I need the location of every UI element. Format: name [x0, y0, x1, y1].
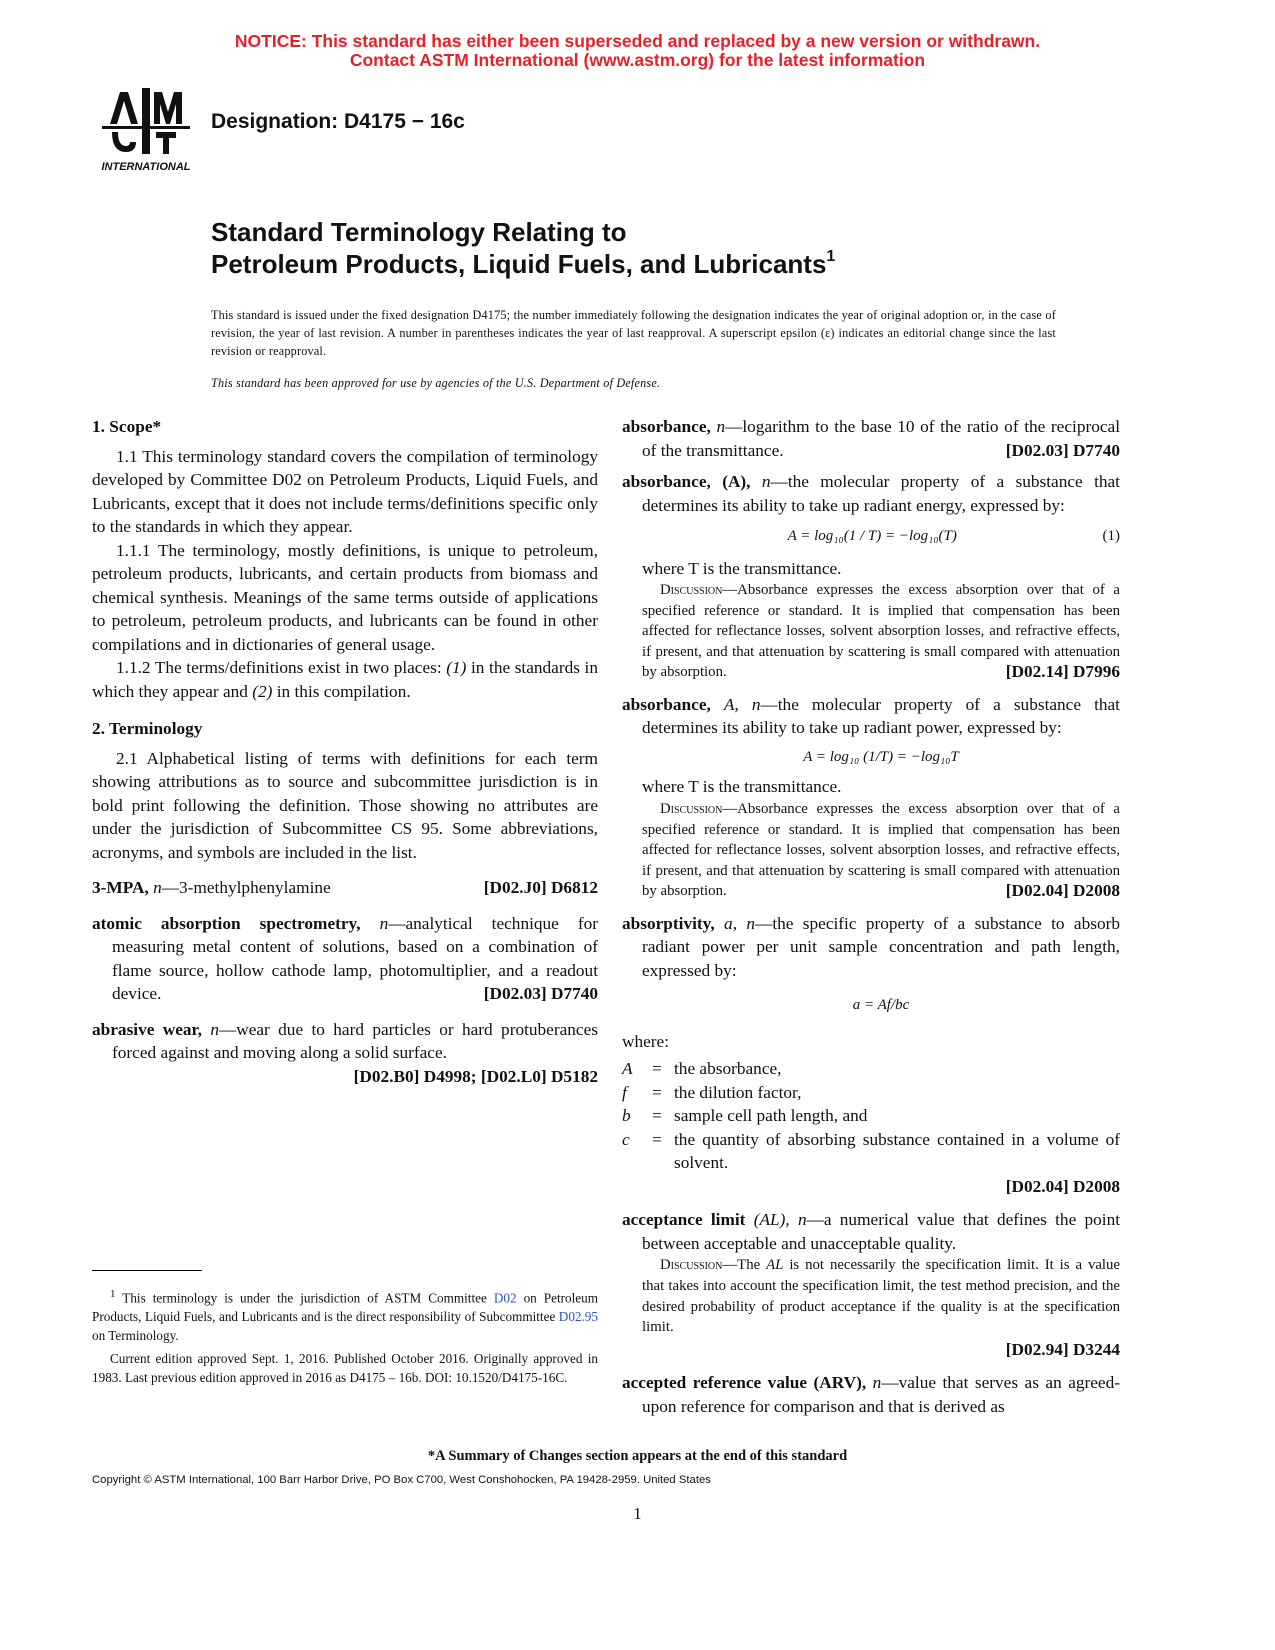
- variable-row: A = the absorbance,: [622, 1059, 782, 1079]
- withdrawal-notice: [0, 32, 1275, 70]
- summary-of-changes-note: *A Summary of Changes section appears at the end of this standard: [427, 1448, 848, 1464]
- scope-heading: 1. Scope*: [92, 417, 162, 436]
- designation: Designation: D4175 − 16c: [211, 110, 465, 133]
- ref-absorbance-3: [D02.04] D2008: [1005, 881, 1120, 901]
- left-column: [92, 415, 598, 1088]
- term-abrasive-wear: abrasive wear, n—wear due to hard particles or hard protuberances forced against and moving along a solid surface.: [92, 1019, 598, 1062]
- equation-2: A = log₁₀ (1/T) = −log₁₀T: [803, 748, 959, 765]
- footnote-1: $^1$ This terminology is under the jurisdiction of ASTM Committee D02 on Petroleum Products, Liquid Fuels, and Lubricants and is the direct responsibility of Subcommittee D02.95 on Terminology.: [92, 1288, 598, 1343]
- variable-row: f = the dilution factor,: [622, 1082, 802, 1102]
- ref-absorbance-1: [D02.03] D7740: [1005, 440, 1120, 460]
- astm-logo-icon: [96, 86, 196, 178]
- notice-line-2: Contact ASTM International (www.astm.org) for the latest information: [349, 50, 926, 70]
- ref-absorbance-2: [D02.14] D7996: [1005, 662, 1120, 682]
- title-line-1: Standard Terminology Relating to: [211, 217, 627, 247]
- terminology-heading: 2. Terminology: [92, 719, 203, 738]
- where-absorbance-3: where T is the transmittance.: [642, 777, 842, 797]
- ref-absorptivity: [D02.04] D2008: [1005, 1176, 1120, 1196]
- footnote-edition: Current edition approved Sept. 1, 2016. Published October 2016. Originally approved in 1983. Last previous edition approved in 2016 as D4175 – 16b. DOI: 10.1520/D4175-16C.: [92, 1350, 598, 1385]
- discussion-absorbance-3: Discussion—Absorbance expresses the excess absorption over that of a specified reference or standard. It is implied that compensation has been affected for reflectance losses, solvent absorption losses, and refractive effects, if present, and that attenuation by scattering is small compared with attenuation by absorption. [D02.04] D2008: [642, 800, 1120, 901]
- para-1-1-1: 1.1.1 The terminology, mostly definitions, is unique to petroleum, petroleum products, lubricants, and certain products from biomass and chemical synthesis. Meanings of the same terms outside of applications to petroleum, petroleum products, and lubricants can be found in other compilations and in dictionaries of general usage.: [92, 540, 598, 654]
- para-2-1: 2.1 Alphabetical listing of terms with definitions for each term showing attributions as to source and subcommittee jurisdiction is in bold print following the definition. Those showing no attributes are under the jurisdiction of Subcommittee CS 95. Some abbreviations, acronyms, and symbols are included in the list.: [92, 748, 598, 862]
- term-absorbance-1: absorbance, n—logarithm to the base 10 of the ratio of the reciprocal of the transmittance. [D02.03] D7740: [622, 415, 1120, 462]
- title-footnote-mark: 1: [826, 248, 836, 265]
- link-d02[interactable]: D02: [493, 1290, 517, 1306]
- equation-3: a = Af/bc: [852, 997, 910, 1014]
- title-line-2: Petroleum Products, Liquid Fuels, and Lubricants$^1$: [211, 248, 836, 279]
- para-1-1: 1.1 This terminology standard covers the compilation of terminology developed by Committee D02 on Petroleum Products, Liquid Fuels, and Lubricants, except that it does not include terms/definitions specific only to the standards in which they appear.: [92, 446, 598, 536]
- term-3-mpa: 3-MPA, n—3-methylphenylamine [D02.J0] D6812: [92, 876, 598, 900]
- footnote-rule: [92, 1270, 202, 1271]
- preamble: This standard is issued under the fixed designation D4175; the number immediately following the designation indicates the year of original adoption or, in the case of revision, the year of last revision. A number in parentheses indicates the year of last reapproval. A superscript epsilon (ε) indicates an editorial change since the last revision or reapproval.: [211, 308, 1056, 358]
- discussion-acceptance-limit: Discussion—The AL is not necessarily the specification limit. It is a value that takes into account the specification limit, the test method precision, and the desired probability of product acceptance if the quality is at the specification limit.: [642, 1257, 1120, 1336]
- document-title: [211, 216, 835, 280]
- right-column: [622, 415, 1120, 1418]
- footnote: [92, 1285, 598, 1391]
- term-acceptance-limit: acceptance limit (AL), n—a numerical value that defines the point between acceptable and unacceptable quality.: [622, 1210, 1121, 1253]
- term-absorbance-2: absorbance, (A), n—the molecular property of a substance that determines its ability to take up radiant energy, expressed by:: [622, 472, 1120, 515]
- para-1-1-2: 1.1.2 The terms/definitions exist in two places: (1) in the standards in which they appear and (2) in this compilation.: [92, 658, 598, 701]
- logo-international-text: INTERNATIONAL: [101, 161, 191, 173]
- copyright: Copyright © ASTM International, 100 Barr Harbor Drive, PO Box C700, West Conshohocken, PA 19428-2959. United States: [92, 1474, 711, 1486]
- where-absorbance-2: where T is the transmittance.: [642, 558, 842, 578]
- dod-approval-note: This standard has been approved for use by agencies of the U.S. Department of Defense.: [211, 376, 661, 390]
- term-absorptivity: absorptivity, a, n—the specific property of a substance to absorb radiant power per unit sample concentration and path length, expressed by:: [622, 913, 1120, 980]
- equation-number: (1): [1102, 528, 1120, 544]
- ref-abrasive-wear: [D02.B0] D4998; [D02.L0] D5182: [353, 1066, 598, 1086]
- discussion-absorbance-2: Discussion—Absorbance expresses the excess absorption over that of a specified reference or standard. It is implied that compensation has been affected for reflectance losses, solvent absorption losses, and refractive effects, if present, and that attenuation by scattering is small compared with attenuation by absorption. [D02.14] D7996: [642, 582, 1120, 682]
- term-accepted-reference-value: accepted reference value (ARV), n—value that serves as an agreed-upon reference for comparison and that is derived as: [622, 1373, 1120, 1416]
- link-d02-95[interactable]: D02.95: [558, 1309, 598, 1325]
- ref-acceptance-limit: [D02.94] D3244: [1005, 1339, 1120, 1359]
- ref-aas: [D02.03] D7740: [483, 984, 598, 1003]
- variable-row: b = sample cell path length, and: [622, 1106, 868, 1126]
- equation-1: A = log₁₀(1 / T) = −log₁₀(T) (1): [642, 525, 1120, 549]
- notice-line-1: NOTICE: This standard has either been superseded and replaced by a new version or withdrawn.: [234, 31, 1041, 51]
- variable-row: c = the quantity of absorbing substance contained in a volume of solvent.: [622, 1129, 1120, 1173]
- where-absorptivity: where:: [622, 1031, 670, 1051]
- term-atomic-absorption-spectrometry: atomic absorption spectrometry, n—analytical technique for measuring metal content of solutions, based on a combination of flame source, hollow cathode lamp, photomultiplier, and a readout device. [D02.03] D7740: [92, 912, 598, 1006]
- ref-3-mpa: [D02.J0] D6812: [483, 878, 598, 897]
- term-absorbance-3: absorbance, A, n—the molecular property of a substance that determines its ability to take up radiant power, expressed by:: [622, 694, 1120, 738]
- page-number: 1: [633, 1504, 642, 1523]
